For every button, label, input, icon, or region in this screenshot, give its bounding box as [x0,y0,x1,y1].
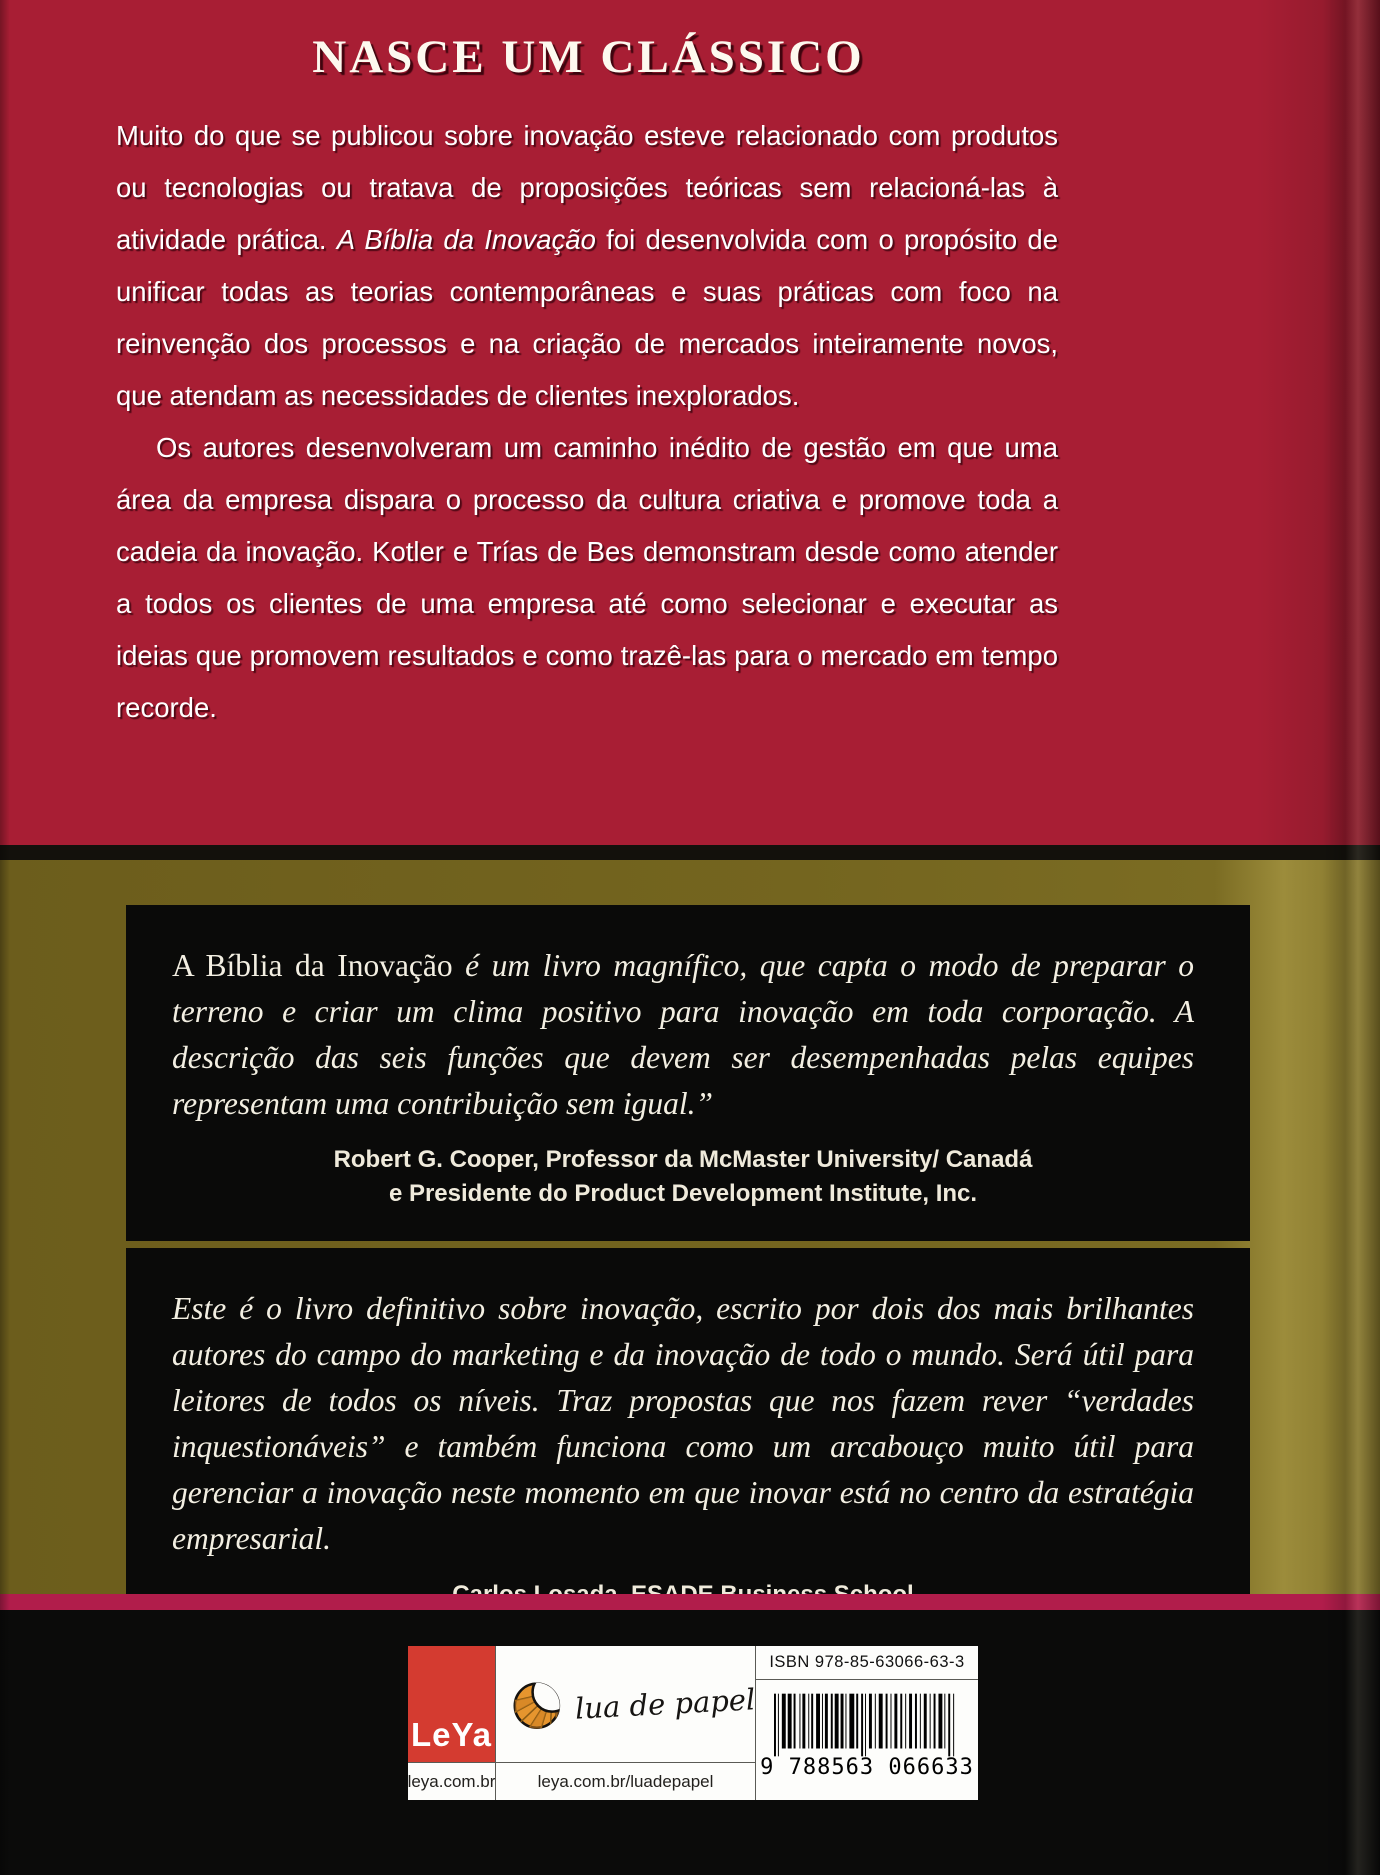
divider-stripe-top [0,845,1380,860]
synopsis-paragraph-2: Os autores desenvolveram um caminho inédito de gestão em que uma área da empresa dispara o processo da cultura criativa e promove toda a cadeia da inovação. Kotler e Trías de Bes demonstram desde como atender a todos os clientes de uma empresa até como selecionar e executar as ideias que promovem resultados e como trazê-las para o mercado em tempo recorde. [116,432,1058,723]
synopsis-p1-text-b: foi desenvolvida com o propósito de unificar todas as teorias contemporâneas e suas práticas com foco na reinvenção dos processos e na criação de mercados inteiramente novos, que atendam as necessidades de clientes inexplorados. [116,224,1059,411]
lua-de-papel-logo [496,1646,755,1762]
synopsis-section [0,0,1380,845]
endorsement-quote-box-2 [126,1248,1250,1642]
barcode-digits: 9 788563 066633 [760,1755,974,1780]
attribution-1-line-2: e Presidente do Product Development Institute, Inc. [388,1180,978,1207]
endorsement-attribution-1 [172,1143,1194,1211]
endorsements-section [0,860,1380,1594]
divider-stripe-bottom [0,1594,1380,1610]
endorsement-quote-2 [172,1286,1194,1562]
endorsement-quote-box-1 [126,905,1250,1241]
leya-logo: LeYa [408,1646,495,1762]
lua-de-papel-url: leya.com.br/luadepapel [496,1762,755,1800]
publisher-logo-strip [408,1646,978,1800]
book-title-mention: A Bíblia da Inovação [336,224,596,255]
barcode [756,1680,978,1800]
quote1-book-title: A Bíblia da Inovação [172,948,453,983]
isbn-block [755,1646,978,1800]
page-title: NASCE UM CLÁSSICO [312,31,865,83]
quote2-body-text: Este é o livro definitivo sobre inovação, escrito por dois dos mais brilhantes autores do campo do marketing e da inovação de todo o mundo. Será útil para leitores de todos os níveis. Traz propostas que nos fazem rever “verdades inquestionáveis” e também funciona como um arcabouço muito útil para gerenciar a inovação neste momento em que inovar está no centro da estratégia empresarial. [172,1291,1194,1556]
barcode-icon [774,1693,960,1757]
leya-logo-block [408,1646,495,1800]
attribution-1-line-1: Robert G. Cooper, Professor da McMaster University/ Canadá [333,1146,1033,1173]
crescent-moon-icon [508,1664,571,1744]
lua-de-papel-block [495,1646,755,1800]
synopsis-text-block [116,110,1058,734]
quote1-body-text: é um livro magnífico, que capta o modo de preparar o terreno e criar um clima positivo para inovação em toda corporação. A descrição das seis funções que devem ser desempenhadas pelas equipes representam uma contribuição sem igual.” [172,948,1195,1121]
isbn-label: ISBN 978-85-63066-63-3 [756,1646,978,1680]
synopsis-p1-text-a: Muito do que se publicou sobre inovação esteve relacionado com produtos ou tecnologias ou tratava de proposições teóricas sem relacioná-las à atividade prática. [116,120,1058,255]
synopsis-paragraph-1 [116,110,1058,422]
leya-url: leya.com.br [408,1762,495,1800]
endorsement-quote-1 [172,943,1194,1127]
lua-de-papel-label: lua de papel [573,1682,756,1726]
publisher-section [0,1610,1380,1875]
